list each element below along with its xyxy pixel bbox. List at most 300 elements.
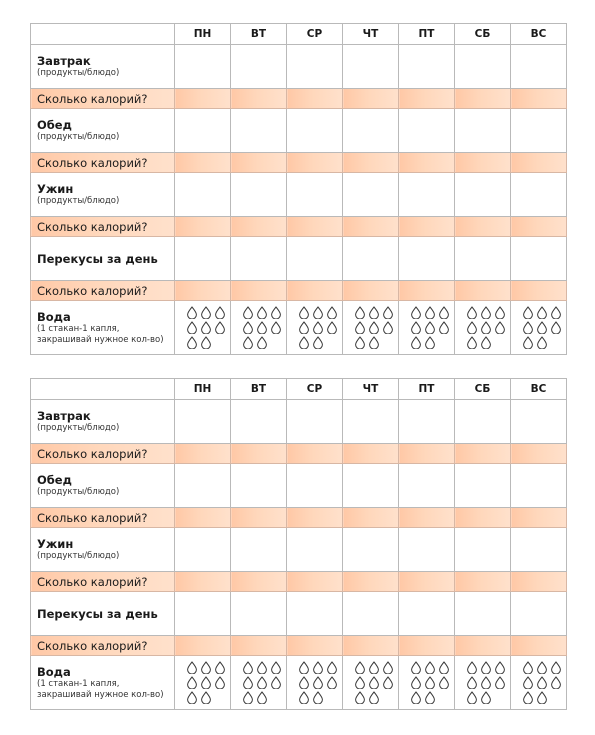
water-drop-icon[interactable] <box>200 676 212 689</box>
water-drop-icon[interactable] <box>438 661 450 674</box>
meal-row-lunch <box>31 464 567 508</box>
calories-cell[interactable] <box>175 217 231 237</box>
water-drop-icon[interactable] <box>354 691 366 704</box>
water-drop-icon[interactable] <box>326 306 338 319</box>
entry-cell[interactable] <box>231 592 287 636</box>
water-cell <box>231 656 287 710</box>
entry-cell[interactable] <box>399 592 455 636</box>
water-drop-icon[interactable] <box>326 321 338 334</box>
water-drop-icon[interactable] <box>368 321 380 334</box>
calories-cell[interactable] <box>231 153 287 173</box>
meal-row-breakfast <box>31 400 567 444</box>
day-header: СР <box>287 379 343 400</box>
meal-title: Обед <box>37 118 72 132</box>
entry-cell[interactable] <box>455 109 511 153</box>
calories-cell[interactable] <box>343 89 399 109</box>
water-drop-icon[interactable] <box>312 321 324 334</box>
water-drop-icon[interactable] <box>354 676 366 689</box>
meal-title: Завтрак <box>37 54 91 68</box>
water-drop-icon[interactable] <box>466 676 478 689</box>
weekly-meal-planner-bottom <box>30 378 567 710</box>
day-header: ПН <box>175 24 231 45</box>
calories-cell[interactable] <box>287 508 343 528</box>
entry-cell[interactable] <box>231 400 287 444</box>
entry-cell[interactable] <box>287 109 343 153</box>
meal-label <box>31 45 175 89</box>
water-drop-icon[interactable] <box>368 661 380 674</box>
water-drop-icon[interactable] <box>214 676 226 689</box>
water-drop-icon[interactable] <box>354 306 366 319</box>
calories-label: Сколько калорий? <box>31 444 175 464</box>
entry-cell[interactable] <box>287 173 343 217</box>
water-drop-icon[interactable] <box>480 336 492 349</box>
water-drops <box>186 661 228 704</box>
water-drop-icon[interactable] <box>312 336 324 349</box>
calories-cell[interactable] <box>175 153 231 173</box>
water-drop-icon[interactable] <box>242 306 254 319</box>
meal-subtitle: (продукты/блюдо) <box>37 487 120 497</box>
water-drop-icon[interactable] <box>312 691 324 704</box>
water-drop-icon[interactable] <box>186 661 198 674</box>
water-cell <box>399 301 455 355</box>
water-drop-icon[interactable] <box>550 661 562 674</box>
calories-cell[interactable] <box>343 444 399 464</box>
water-cell <box>343 301 399 355</box>
day-header: ВТ <box>231 379 287 400</box>
water-drop-icon[interactable] <box>256 306 268 319</box>
calories-cell[interactable] <box>343 572 399 592</box>
calories-row <box>31 572 567 592</box>
water-drop-icon[interactable] <box>256 336 268 349</box>
water-drop-icon[interactable] <box>270 676 282 689</box>
meal-title: Ужин <box>37 182 74 196</box>
water-drop-icon[interactable] <box>312 676 324 689</box>
water-drop-icon[interactable] <box>480 691 492 704</box>
calories-cell[interactable] <box>287 572 343 592</box>
water-drop-icon[interactable] <box>270 661 282 674</box>
calories-cell[interactable] <box>399 444 455 464</box>
entry-cell[interactable] <box>455 173 511 217</box>
calories-cell[interactable] <box>231 508 287 528</box>
water-drop-icon[interactable] <box>186 676 198 689</box>
calories-cell[interactable] <box>399 572 455 592</box>
water-drop-icon[interactable] <box>368 306 380 319</box>
water-row <box>31 656 567 710</box>
water-drop-icon[interactable] <box>424 321 436 334</box>
water-drop-icon[interactable] <box>256 676 268 689</box>
water-drop-icon[interactable] <box>536 336 548 349</box>
calories-cell[interactable] <box>455 444 511 464</box>
water-drop-icon[interactable] <box>298 336 310 349</box>
calories-cell[interactable] <box>399 217 455 237</box>
calories-cell[interactable] <box>455 153 511 173</box>
entry-cell[interactable] <box>399 173 455 217</box>
water-drops <box>186 306 228 349</box>
water-cell <box>511 656 567 710</box>
meal-row-lunch <box>31 109 567 153</box>
water-drop-icon[interactable] <box>522 676 534 689</box>
water-drop-icon[interactable] <box>382 306 394 319</box>
water-drop-icon[interactable] <box>382 676 394 689</box>
meal-row-snacks <box>31 592 567 636</box>
calories-cell[interactable] <box>175 636 231 656</box>
water-cell <box>175 656 231 710</box>
calories-cell[interactable] <box>399 636 455 656</box>
entry-cell[interactable] <box>399 528 455 572</box>
meal-row-snacks <box>31 237 567 281</box>
calories-label: Сколько калорий? <box>31 508 175 528</box>
day-header: ПТ <box>399 24 455 45</box>
entry-cell[interactable] <box>287 592 343 636</box>
entry-cell[interactable] <box>231 173 287 217</box>
calories-cell[interactable] <box>287 636 343 656</box>
calories-label: Сколько калорий? <box>31 281 175 301</box>
meal-title: Перекусы за день <box>37 606 158 621</box>
water-drops <box>522 306 564 349</box>
entry-cell[interactable] <box>175 109 231 153</box>
water-drop-icon[interactable] <box>256 691 268 704</box>
water-drop-icon[interactable] <box>186 321 198 334</box>
entry-cell[interactable] <box>399 109 455 153</box>
calories-cell[interactable] <box>455 217 511 237</box>
entry-cell[interactable] <box>175 528 231 572</box>
calories-cell[interactable] <box>455 508 511 528</box>
entry-cell[interactable] <box>343 109 399 153</box>
water-drop-icon[interactable] <box>522 336 534 349</box>
calories-cell[interactable] <box>287 153 343 173</box>
water-drops <box>466 661 508 704</box>
water-drops <box>354 661 396 704</box>
water-drop-icon[interactable] <box>480 321 492 334</box>
water-drop-icon[interactable] <box>536 676 548 689</box>
calories-cell[interactable] <box>175 281 231 301</box>
entry-cell[interactable] <box>455 45 511 89</box>
water-drop-icon[interactable] <box>242 336 254 349</box>
water-drop-icon[interactable] <box>270 321 282 334</box>
entry-cell[interactable] <box>511 528 567 572</box>
calories-cell[interactable] <box>287 217 343 237</box>
water-drop-icon[interactable] <box>424 661 436 674</box>
water-drop-icon[interactable] <box>186 691 198 704</box>
calories-row <box>31 89 567 109</box>
calories-cell[interactable] <box>231 636 287 656</box>
entry-cell[interactable] <box>287 237 343 281</box>
water-drop-icon[interactable] <box>242 661 254 674</box>
calories-cell[interactable] <box>343 281 399 301</box>
day-header: ВС <box>511 379 567 400</box>
water-subtitle: (1 стакан-1 капля, <box>37 678 120 689</box>
water-drop-icon[interactable] <box>186 306 198 319</box>
water-drop-icon[interactable] <box>410 321 422 334</box>
water-drop-icon[interactable] <box>494 661 506 674</box>
water-cell <box>399 656 455 710</box>
water-drop-icon[interactable] <box>200 661 212 674</box>
entry-cell[interactable] <box>511 173 567 217</box>
water-drop-icon[interactable] <box>214 306 226 319</box>
water-drop-icon[interactable] <box>298 691 310 704</box>
water-drop-icon[interactable] <box>312 661 324 674</box>
calories-cell[interactable] <box>343 508 399 528</box>
water-drop-icon[interactable] <box>494 306 506 319</box>
water-drop-icon[interactable] <box>424 336 436 349</box>
water-drop-icon[interactable] <box>550 306 562 319</box>
water-drops <box>410 306 452 349</box>
calories-cell[interactable] <box>231 572 287 592</box>
water-drop-icon[interactable] <box>536 306 548 319</box>
water-drop-icon[interactable] <box>480 661 492 674</box>
day-header: ЧТ <box>343 379 399 400</box>
entry-cell[interactable] <box>343 528 399 572</box>
water-drop-icon[interactable] <box>242 321 254 334</box>
entry-cell[interactable] <box>231 528 287 572</box>
entry-cell[interactable] <box>511 237 567 281</box>
entry-cell[interactable] <box>287 45 343 89</box>
water-drop-icon[interactable] <box>480 306 492 319</box>
water-drop-icon[interactable] <box>410 661 422 674</box>
meal-subtitle: (продукты/блюдо) <box>37 196 120 206</box>
entry-cell[interactable] <box>511 464 567 508</box>
calories-cell[interactable] <box>511 572 567 592</box>
water-drop-icon[interactable] <box>312 306 324 319</box>
water-drops <box>522 661 564 704</box>
water-drop-icon[interactable] <box>438 306 450 319</box>
entry-cell[interactable] <box>175 45 231 89</box>
water-drop-icon[interactable] <box>550 676 562 689</box>
water-drop-icon[interactable] <box>410 336 422 349</box>
water-drop-icon[interactable] <box>242 691 254 704</box>
water-subtitle: закрашивай нужное кол-во) <box>37 689 164 700</box>
calories-cell[interactable] <box>231 444 287 464</box>
water-title: Вода <box>37 309 71 324</box>
water-drop-icon[interactable] <box>466 336 478 349</box>
calories-label: Сколько калорий? <box>31 572 175 592</box>
calories-cell[interactable] <box>511 217 567 237</box>
water-drop-icon[interactable] <box>466 306 478 319</box>
calories-cell[interactable] <box>455 636 511 656</box>
water-drop-icon[interactable] <box>200 306 212 319</box>
water-drops <box>466 306 508 349</box>
calories-cell[interactable] <box>175 572 231 592</box>
water-drops <box>354 306 396 349</box>
meal-label <box>31 464 175 508</box>
water-drops <box>298 306 340 349</box>
water-drop-icon[interactable] <box>522 306 534 319</box>
water-drop-icon[interactable] <box>298 321 310 334</box>
calories-cell[interactable] <box>455 572 511 592</box>
calories-cell[interactable] <box>511 508 567 528</box>
entry-cell[interactable] <box>399 45 455 89</box>
calories-cell[interactable] <box>287 89 343 109</box>
entry-cell[interactable] <box>231 237 287 281</box>
calories-cell[interactable] <box>399 508 455 528</box>
day-header: ВТ <box>231 24 287 45</box>
water-drop-icon[interactable] <box>494 321 506 334</box>
water-drop-icon[interactable] <box>522 661 534 674</box>
calories-cell[interactable] <box>231 217 287 237</box>
water-drop-icon[interactable] <box>466 321 478 334</box>
calories-cell[interactable] <box>231 89 287 109</box>
entry-cell[interactable] <box>231 109 287 153</box>
water-cell <box>455 301 511 355</box>
entry-cell[interactable] <box>511 400 567 444</box>
calories-cell[interactable] <box>399 89 455 109</box>
calories-label: Сколько калорий? <box>31 217 175 237</box>
water-cell <box>455 656 511 710</box>
calories-cell[interactable] <box>511 636 567 656</box>
meal-subtitle: (продукты/блюдо) <box>37 68 120 78</box>
entry-cell[interactable] <box>343 237 399 281</box>
calories-row <box>31 636 567 656</box>
water-drop-icon[interactable] <box>326 676 338 689</box>
entry-cell[interactable] <box>455 464 511 508</box>
calories-cell[interactable] <box>175 89 231 109</box>
water-drop-icon[interactable] <box>354 336 366 349</box>
calories-label: Сколько калорий? <box>31 153 175 173</box>
water-drop-icon[interactable] <box>438 676 450 689</box>
water-drop-icon[interactable] <box>256 661 268 674</box>
meal-row-dinner <box>31 528 567 572</box>
water-drop-icon[interactable] <box>382 321 394 334</box>
meal-row-dinner <box>31 173 567 217</box>
calories-cell[interactable] <box>343 153 399 173</box>
meal-label <box>31 528 175 572</box>
calories-cell[interactable] <box>343 636 399 656</box>
water-drop-icon[interactable] <box>536 321 548 334</box>
day-header: ЧТ <box>343 24 399 45</box>
entry-cell[interactable] <box>399 464 455 508</box>
water-drop-icon[interactable] <box>200 321 212 334</box>
calories-cell[interactable] <box>399 153 455 173</box>
water-drop-icon[interactable] <box>298 661 310 674</box>
water-drop-icon[interactable] <box>438 321 450 334</box>
water-drop-icon[interactable] <box>410 691 422 704</box>
water-drop-icon[interactable] <box>214 321 226 334</box>
water-drop-icon[interactable] <box>382 661 394 674</box>
entry-cell[interactable] <box>175 592 231 636</box>
water-drop-icon[interactable] <box>480 676 492 689</box>
calories-row <box>31 153 567 173</box>
day-header-row <box>31 24 567 45</box>
water-drop-icon[interactable] <box>410 676 422 689</box>
water-label <box>31 656 175 710</box>
water-drop-icon[interactable] <box>298 306 310 319</box>
water-drop-icon[interactable] <box>424 676 436 689</box>
entry-cell[interactable] <box>511 109 567 153</box>
water-drop-icon[interactable] <box>410 306 422 319</box>
entry-cell[interactable] <box>175 400 231 444</box>
entry-cell[interactable] <box>399 237 455 281</box>
entry-cell[interactable] <box>231 464 287 508</box>
water-drop-icon[interactable] <box>242 676 254 689</box>
water-cell <box>343 656 399 710</box>
water-drops <box>410 661 452 704</box>
water-drop-icon[interactable] <box>424 691 436 704</box>
water-drop-icon[interactable] <box>200 691 212 704</box>
calories-cell[interactable] <box>175 508 231 528</box>
water-drop-icon[interactable] <box>550 321 562 334</box>
entry-cell[interactable] <box>511 592 567 636</box>
water-drop-icon[interactable] <box>536 691 548 704</box>
calories-cell[interactable] <box>175 444 231 464</box>
calories-cell[interactable] <box>511 153 567 173</box>
calories-cell[interactable] <box>455 281 511 301</box>
meal-label <box>31 173 175 217</box>
entry-cell[interactable] <box>343 592 399 636</box>
entry-cell[interactable] <box>287 464 343 508</box>
water-drop-icon[interactable] <box>256 321 268 334</box>
calories-cell[interactable] <box>343 217 399 237</box>
entry-cell[interactable] <box>343 400 399 444</box>
entry-cell[interactable] <box>287 400 343 444</box>
header-corner <box>31 379 175 400</box>
calories-cell[interactable] <box>231 281 287 301</box>
day-header: СР <box>287 24 343 45</box>
calories-cell[interactable] <box>399 281 455 301</box>
calories-row <box>31 281 567 301</box>
water-drop-icon[interactable] <box>368 676 380 689</box>
entry-cell[interactable] <box>175 237 231 281</box>
water-drop-icon[interactable] <box>298 676 310 689</box>
water-drop-icon[interactable] <box>354 661 366 674</box>
entry-cell[interactable] <box>455 592 511 636</box>
calories-cell[interactable] <box>455 89 511 109</box>
calories-cell[interactable] <box>511 444 567 464</box>
water-drop-icon[interactable] <box>354 321 366 334</box>
calories-cell[interactable] <box>287 444 343 464</box>
entry-cell[interactable] <box>343 464 399 508</box>
water-drop-icon[interactable] <box>494 676 506 689</box>
entry-cell[interactable] <box>175 173 231 217</box>
water-drop-icon[interactable] <box>522 321 534 334</box>
water-cell <box>511 301 567 355</box>
water-drop-icon[interactable] <box>522 691 534 704</box>
day-header: ПТ <box>399 379 455 400</box>
calories-label: Сколько калорий? <box>31 636 175 656</box>
entry-cell[interactable] <box>343 173 399 217</box>
water-drop-icon[interactable] <box>536 661 548 674</box>
water-drop-icon[interactable] <box>368 691 380 704</box>
entry-cell[interactable] <box>287 528 343 572</box>
entry-cell[interactable] <box>343 45 399 89</box>
entry-cell[interactable] <box>175 464 231 508</box>
water-drops <box>242 661 284 704</box>
water-drop-icon[interactable] <box>200 336 212 349</box>
water-drop-icon[interactable] <box>466 661 478 674</box>
entry-cell[interactable] <box>231 45 287 89</box>
entry-cell[interactable] <box>455 528 511 572</box>
entry-cell[interactable] <box>455 400 511 444</box>
calories-cell[interactable] <box>511 89 567 109</box>
meal-title: Ужин <box>37 537 74 551</box>
day-header: СБ <box>455 24 511 45</box>
calories-cell[interactable] <box>287 281 343 301</box>
water-drop-icon[interactable] <box>270 306 282 319</box>
water-drop-icon[interactable] <box>368 336 380 349</box>
water-drop-icon[interactable] <box>424 306 436 319</box>
meal-row-breakfast <box>31 45 567 89</box>
entry-cell[interactable] <box>399 400 455 444</box>
calories-cell[interactable] <box>511 281 567 301</box>
water-drop-icon[interactable] <box>214 661 226 674</box>
water-drop-icon[interactable] <box>466 691 478 704</box>
water-drop-icon[interactable] <box>326 661 338 674</box>
entry-cell[interactable] <box>455 237 511 281</box>
calories-row <box>31 217 567 237</box>
water-drop-icon[interactable] <box>186 336 198 349</box>
water-cell <box>231 301 287 355</box>
meal-title: Обед <box>37 473 72 487</box>
entry-cell[interactable] <box>511 45 567 89</box>
